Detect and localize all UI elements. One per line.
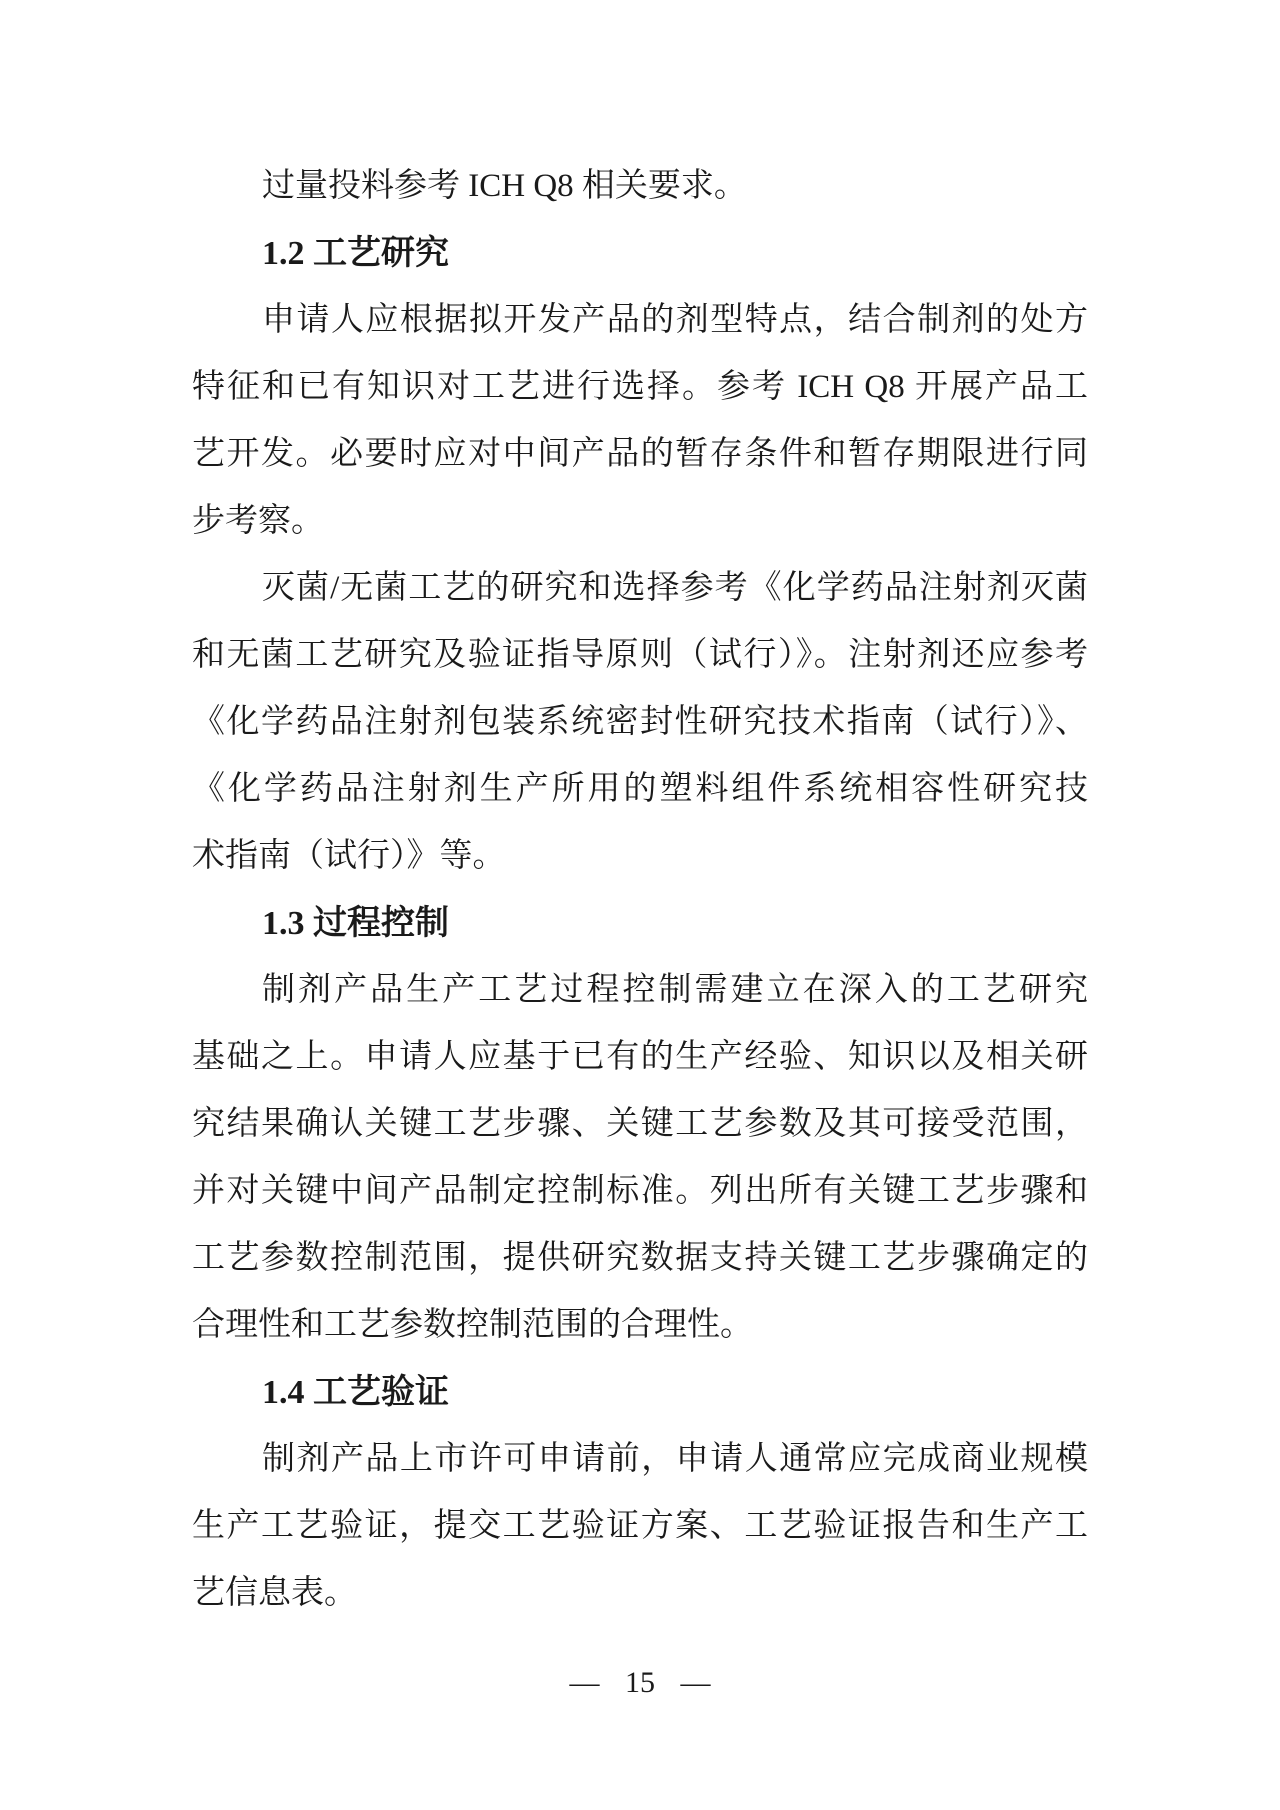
- body-line: 《化学药品注射剂包装系统密封性研究技术指南（试行）》、: [192, 704, 1088, 740]
- body-line: 步考察。: [192, 503, 324, 539]
- body-line: 《化学药品注射剂生产所用的塑料组件系统相容性研究技: [192, 771, 1088, 807]
- body-line: 制剂产品生产工艺过程控制需建立在深入的工艺研究: [262, 972, 1088, 1008]
- body-line: 制剂产品上市许可申请前，申请人通常应完成商业规模: [262, 1441, 1088, 1477]
- body-line: 特征和已有知识对工艺进行选择。参考 ICH Q8 开展产品工: [192, 369, 1088, 405]
- body-line: 并对关键中间产品制定控制标准。列出所有关键工艺步骤和: [192, 1173, 1088, 1209]
- document-body: [192, 153, 1088, 1627]
- body-line: 合理性和工艺参数控制范围的合理性。: [192, 1307, 753, 1343]
- body-line: 生产工艺验证，提交工艺验证方案、工艺验证报告和生产工: [192, 1508, 1088, 1544]
- heading-1-3: 1.3 过程控制: [262, 905, 449, 942]
- body-line: 和无菌工艺研究及验证指导原则（试行）》。注射剂还应参考: [192, 637, 1088, 673]
- body-line: 究结果确认关键工艺步骤、关键工艺参数及其可接受范围，: [192, 1106, 1088, 1142]
- footer-dash-left: —: [569, 1666, 600, 1699]
- body-line: 艺信息表。: [192, 1575, 357, 1611]
- page-footer: [0, 1662, 1280, 1704]
- body-line: 艺开发。必要时应对中间产品的暂存条件和暂存期限进行同: [192, 436, 1088, 472]
- body-line: 基础之上。申请人应基于已有的生产经验、知识以及相关研: [192, 1039, 1088, 1075]
- body-line: 申请人应根据拟开发产品的剂型特点，结合制剂的处方: [262, 302, 1088, 338]
- body-line: 过量投料参考 ICH Q8 相关要求。: [262, 168, 747, 204]
- page-number: 15: [625, 1666, 655, 1699]
- footer-dash-right: —: [680, 1666, 711, 1699]
- body-line: 工艺参数控制范围，提供研究数据支持关键工艺步骤确定的: [192, 1240, 1088, 1276]
- heading-1-2: 1.2 工艺研究: [262, 235, 449, 272]
- heading-1-4: 1.4 工艺验证: [262, 1374, 449, 1411]
- body-line: 术指南（试行）》等。: [192, 838, 506, 874]
- body-line: 灭菌/无菌工艺的研究和选择参考《化学药品注射剂灭菌: [262, 570, 1088, 606]
